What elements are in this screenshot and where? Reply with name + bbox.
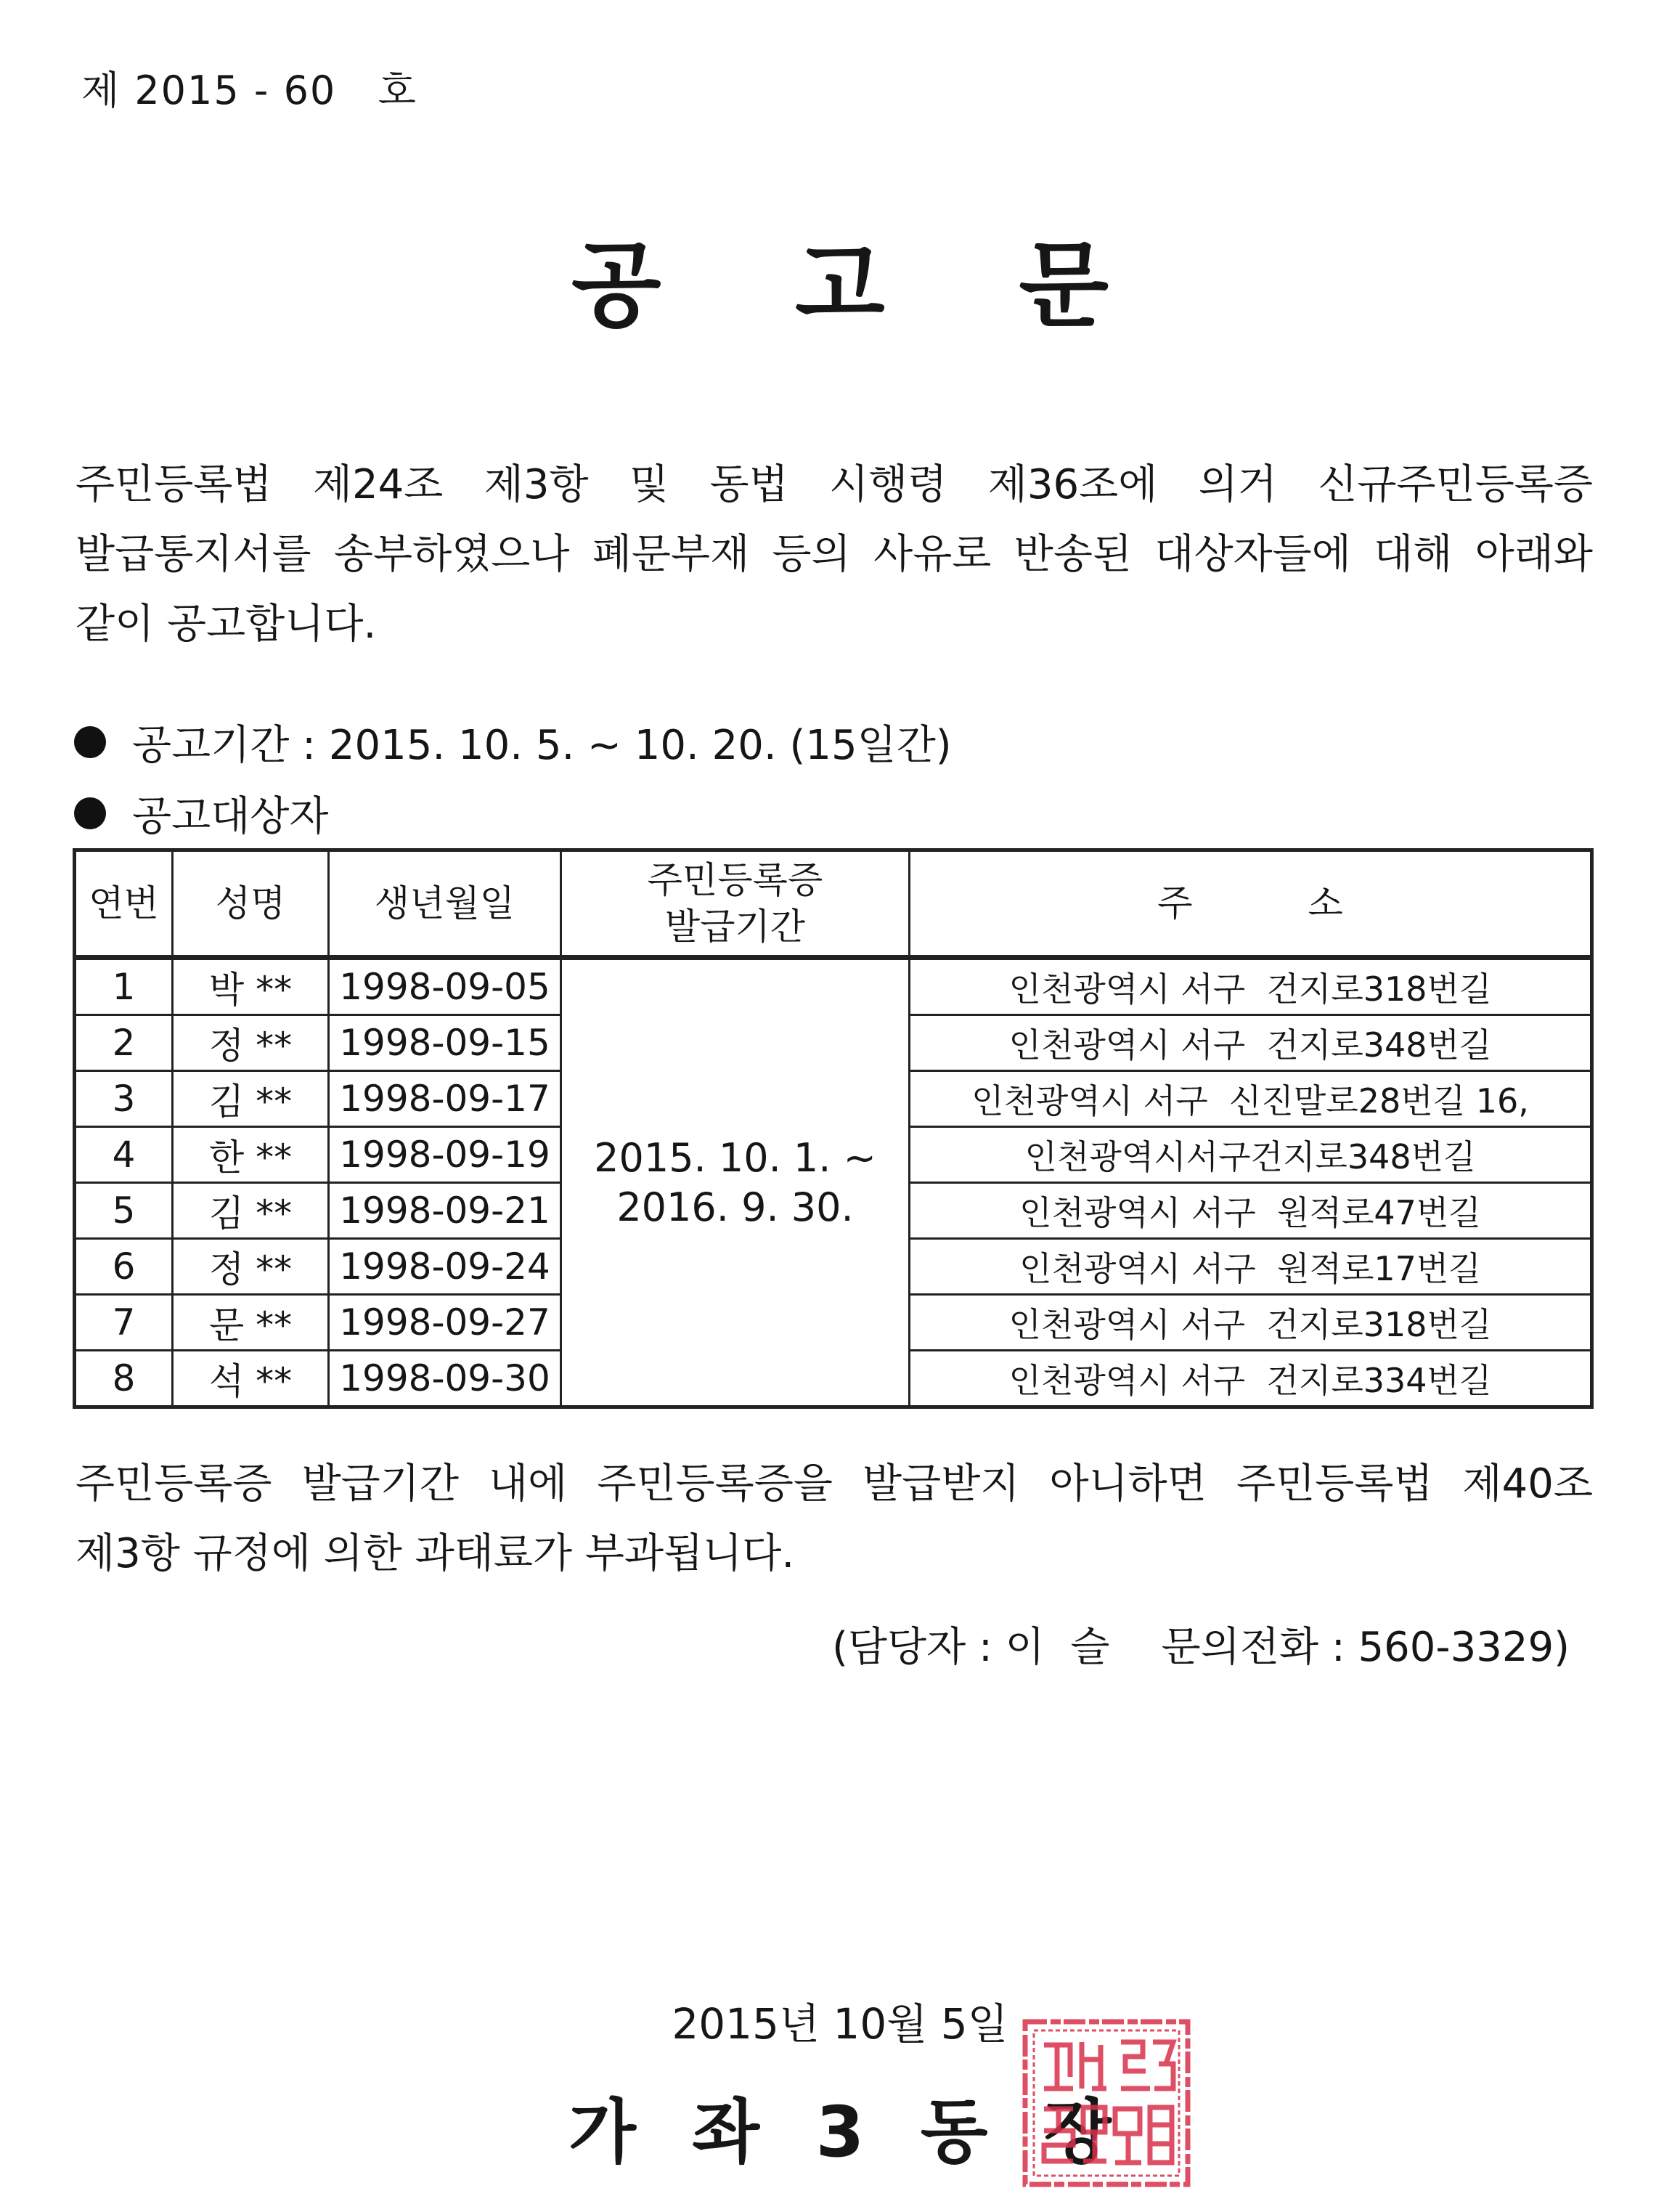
cell-address: 인천광역시 서구 건지로318번길 [910,958,1592,1015]
issuer-char: 동 [920,2091,988,2173]
notice-targets-heading [74,784,328,842]
notice-period [74,713,952,771]
contact-info: (담당자 : 이 슬 문의전화 : 560-3329) [832,1624,1570,1671]
header-name: 성명 [173,850,329,958]
cell-birth: 1998-09-24 [329,1239,561,1295]
notice-targets-text: 공고대상자 [132,793,329,840]
cell-name: 정 ** [173,1015,329,1071]
issue-period-start: 2015. 10. 1. ~ [594,1134,876,1181]
intro-line: 주민등록법 제24조 제3항 및 동법 시행령 제36조에 의거 신규주민등록증 [76,461,1593,508]
header-no: 연번 [75,850,173,958]
title-char: 고 [795,232,885,340]
cell-birth: 1998-09-30 [329,1351,561,1407]
title-char: 공 [571,232,661,340]
document-number: 제 2015 - 60 호 [81,68,417,113]
cell-no: 4 [75,1127,173,1183]
issue-date: 2015년 10월 5일 [672,1999,1008,2049]
penalty-line: 제3항 규정에 의한 과태료가 부과됩니다. [76,1530,795,1577]
cell-no: 2 [75,1015,173,1071]
cell-address: 인천광역시 서구 원적로47번길 [910,1183,1592,1239]
bullet-icon [74,726,106,758]
cell-address: 인천광역시 서구 건지로334번길 [910,1351,1592,1407]
issuer-char: 가 [568,2091,636,2173]
penalty-notice [76,1449,1593,1589]
cell-birth: 1998-09-21 [329,1183,561,1239]
cell-name: 석 ** [173,1351,329,1407]
intro-line: 발급통지서를 송부하였으나 폐문부재 등의 사유로 반송된 대상자들에 대해 아래와 [76,531,1593,578]
cell-address: 인천광역시 서구 건지로348번길 [910,1015,1592,1071]
issuer-char: 장 [1043,2091,1112,2173]
cell-birth: 1998-09-27 [329,1295,561,1351]
cell-no: 7 [75,1295,173,1351]
issue-period-end: 2016. 9. 30. [616,1184,854,1230]
cell-birth: 1998-09-17 [329,1071,561,1127]
cell-name: 김 ** [173,1071,329,1127]
bullet-icon [74,797,106,829]
header-birth: 생년월일 [329,850,561,958]
cell-name: 김 ** [173,1183,329,1239]
header-address: 주 소 [910,850,1592,958]
official-seal-icon [1019,2016,1194,2190]
header-issue-period-line: 발급기간 [664,906,806,948]
penalty-line: 주민등록증 발급기간 내에 주민등록증을 발급받지 아니하면 주민등록법 제40조 [76,1460,1593,1508]
cell-no: 5 [75,1183,173,1239]
cell-name: 한 ** [173,1127,329,1183]
cell-birth: 1998-09-15 [329,1015,561,1071]
header-issue-period [561,850,910,958]
cell-no: 8 [75,1351,173,1407]
issuer-title [0,2077,1680,2176]
page-title [0,211,1680,344]
cell-name: 문 ** [173,1295,329,1351]
cell-name: 정 ** [173,1239,329,1295]
cell-name: 박 ** [173,958,329,1015]
intro-line: 같이 공고합니다. [76,601,377,648]
cell-birth: 1998-09-19 [329,1127,561,1183]
issuer-char: 3 [815,2091,865,2173]
cell-no: 6 [75,1239,173,1295]
cell-address: 인천광역시 서구 신진말로28번길 16, [910,1071,1592,1127]
header-issue-period-line: 주민등록증 [647,859,823,901]
cell-address: 인천광역시 서구 원적로17번길 [910,1239,1592,1295]
intro-paragraph [76,450,1593,659]
issuer-char: 좌 [692,2091,760,2173]
cell-no: 3 [75,1071,173,1127]
title-char: 문 [1019,232,1109,340]
notice-period-text: 공고기간 : 2015. 10. 5. ~ 10. 20. (15일간) [132,722,952,769]
cell-birth: 1998-09-05 [329,958,561,1015]
cell-no: 1 [75,958,173,1015]
table-header-row [75,850,1592,958]
cell-address: 인천광역시서구건지로348번길 [910,1127,1592,1183]
cell-issue-period [561,958,910,1407]
cell-address: 인천광역시 서구 건지로318번길 [910,1295,1592,1351]
table-row [75,958,1592,1015]
targets-table [73,848,1594,1409]
